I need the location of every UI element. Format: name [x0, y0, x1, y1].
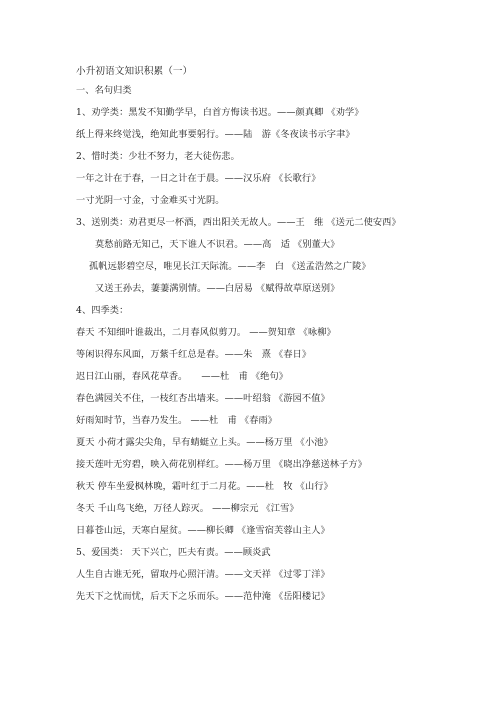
text-line: 日暮苍山远，天寒白屋贫。——柳长卿 《逢雪宿芙蓉山主人》: [76, 525, 330, 536]
section-heading: 一、名句归类: [76, 85, 132, 96]
text-line: 4、四季类：: [76, 305, 129, 316]
text-line: 先天下之忧而忧，后天下之乐而乐。——范仲淹 《岳阳楼记》: [76, 591, 330, 602]
text-line: 纸上得来终觉浅，绝知此事要躬行。——陆 游《冬夜读书示字聿》: [76, 129, 355, 140]
text-line: 好雨知时节，当春乃发生。 ——杜 甫 《春雨》: [76, 415, 278, 426]
text-line: 接天莲叶无穷碧，映入荷花别样红。——杨万里 《晓出净慈送林子方》: [76, 459, 367, 470]
text-line: 莫愁前路无知己，天下谁人不识君。——高 适 《别董大》: [95, 239, 340, 250]
text-line: 2、惜时类：少壮不努力，老大徒伤悲。: [76, 151, 240, 162]
text-line: 一年之计在于春，一日之计在于晨。——汉乐府 《长歌行》: [76, 173, 321, 184]
text-line: 5、爱国类： 天下兴亡，匹夫有责。——顾炎武: [76, 547, 271, 558]
doc-title: 小升初语文知识积累（一）: [76, 66, 193, 77]
text-line: 孤帆远影碧空尽，唯见长江天际流。——李 白 《送孟浩然之广陵》: [89, 261, 371, 272]
text-line: 春天 不知细叶谁裁出，二月春风似剪刀。 ——贺知章 《咏柳》: [76, 327, 336, 338]
text-line: 人生自古谁无死，留取丹心照汗清。——文天祥 《过零丁洋》: [76, 569, 330, 580]
text-line: 春色满园关不住，一枝红杏出墙来。——叶绍翁 《游园不值》: [76, 393, 330, 404]
text-line: 夏天 小荷才露尖尖角，早有蜻蜓立上头。——杨万里 《小池》: [76, 437, 333, 448]
text-line: 1、劝学类：黑发不知勤学早，白首方悔读书迟。——颜真卿 《劝学》: [76, 107, 364, 118]
text-line: 冬天 千山鸟飞绝，万径人踪灭。 ——柳宗元 《江雪》: [76, 503, 299, 514]
text-line: 一寸光阴一寸金，寸金难买寸光阴。: [76, 195, 225, 206]
text-line: 又送王孙去，萋萋满别情。——白居易 《赋得故草原送别》: [95, 283, 340, 294]
text-line: 迟日江山丽，春风花草香。 ——杜 甫 《绝句》: [76, 371, 289, 382]
text-line: 等闲识得东风面，万紫千红总是春。——朱 熹 《春日》: [76, 349, 312, 360]
text-line: 秋天 停车坐爱枫林晚，霜叶红于二月花。——杜 牧 《山行》: [76, 481, 333, 492]
text-line: 3、送别类：劝君更尽一杯酒，西出阳关无故人。——王 维 《送元二使安西》: [76, 217, 401, 228]
